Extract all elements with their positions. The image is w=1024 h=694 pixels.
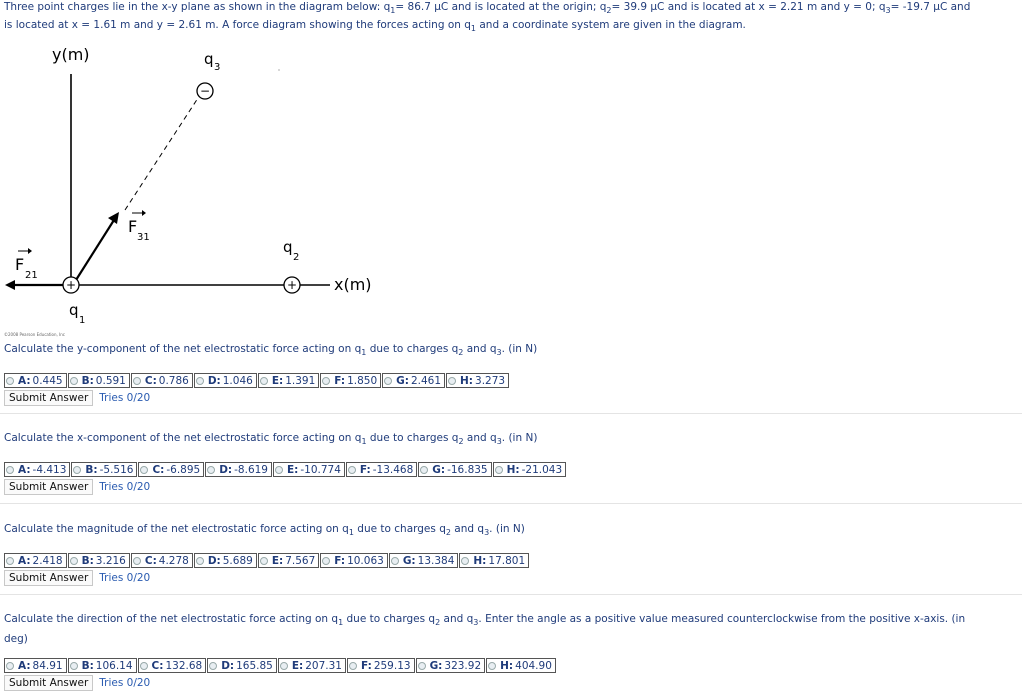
- choice-value: 404.90: [515, 659, 552, 672]
- submit-row: [4, 390, 1020, 406]
- question-text: [4, 611, 1020, 648]
- choice-letter: C:: [144, 374, 157, 387]
- radio-button[interactable]: [73, 466, 81, 474]
- answer-choice-a[interactable]: [4, 553, 67, 568]
- answer-choice-h[interactable]: [446, 373, 509, 388]
- choice-letter: E:: [271, 374, 284, 387]
- tries-counter: Tries 0/20: [99, 481, 151, 494]
- subscript: 2: [458, 437, 464, 447]
- answer-choice-f[interactable]: [347, 658, 415, 673]
- choice-letter: D:: [221, 659, 235, 672]
- radio-button[interactable]: [70, 557, 78, 565]
- subscript: 2: [606, 6, 612, 16]
- answer-choice-b[interactable]: [71, 462, 137, 477]
- submit-row: [4, 570, 1020, 586]
- f31-label: F: [128, 217, 138, 236]
- submit-answer-button[interactable]: Submit Answer: [4, 570, 93, 586]
- answer-choices: [4, 658, 1020, 673]
- question-text-part: due to charges q: [343, 613, 436, 625]
- answer-choice-b[interactable]: [68, 553, 130, 568]
- intro-text: = 86.7 µC and is located at the origin; q: [395, 1, 607, 13]
- q3-minus-sign: −: [199, 84, 211, 98]
- choice-letter: H:: [506, 463, 520, 476]
- choice-value: 1.391: [285, 374, 316, 387]
- radio-button[interactable]: [495, 466, 503, 474]
- choice-value: -16.835: [447, 463, 488, 476]
- choice-value: -21.043: [521, 463, 563, 476]
- answer-choice-h[interactable]: [493, 462, 567, 477]
- radio-button[interactable]: [70, 377, 78, 385]
- choice-value: 7.567: [285, 554, 316, 567]
- intro-text: and a coordinate system are given in the diagram.: [476, 19, 746, 32]
- answer-choice-e[interactable]: [278, 658, 346, 673]
- choice-value: -8.619: [234, 463, 268, 476]
- question-text-part: Calculate the x-component of the net electrostatic force acting on q: [4, 432, 362, 444]
- answer-choice-a[interactable]: [4, 462, 70, 477]
- choice-value: 259.13: [373, 659, 411, 672]
- radio-button[interactable]: [260, 377, 268, 385]
- radio-button[interactable]: [275, 466, 283, 474]
- choice-value: 10.063: [347, 554, 384, 567]
- question-text-part: and q: [463, 432, 497, 444]
- choice-value: 323.92: [444, 659, 482, 672]
- subscript: 3: [885, 6, 891, 16]
- subscript: 3: [496, 437, 502, 447]
- f21-arrowhead: [5, 280, 15, 290]
- answer-choice-d[interactable]: [205, 462, 272, 477]
- tries-counter: Tries 0/20: [99, 392, 151, 405]
- choice-value: 106.14: [95, 659, 133, 672]
- q1-label: q: [69, 301, 79, 319]
- answer-choice-b[interactable]: [68, 373, 130, 388]
- choice-letter: D:: [207, 374, 221, 387]
- choice-value: 0.786: [158, 374, 189, 387]
- radio-button[interactable]: [488, 662, 496, 670]
- choice-value: -5.516: [99, 463, 134, 476]
- f31-vector-mark-head: [142, 210, 146, 216]
- intro-text: is located at x = 1.61 m and y = 2.61 m. A force diagram showing the forces acting on q: [4, 19, 471, 32]
- choice-letter: E:: [287, 463, 299, 476]
- choice-value: 4.278: [158, 554, 189, 567]
- subscript: 1: [338, 618, 344, 628]
- answer-choice-f[interactable]: [320, 553, 388, 568]
- answer-choice-h[interactable]: [459, 553, 529, 568]
- answer-choice-e[interactable]: [258, 373, 319, 388]
- question-text-part: due to charges q: [353, 523, 446, 535]
- subscript: 2: [435, 618, 441, 628]
- answer-choice-c[interactable]: [138, 658, 207, 673]
- q2-label: q: [283, 238, 293, 256]
- question-text-part: Calculate the y-component of the net electrostatic force acting on q: [4, 343, 362, 355]
- submit-answer-button[interactable]: Submit Answer: [4, 390, 93, 406]
- choice-value: 2.461: [410, 374, 442, 387]
- answer-choice-c[interactable]: [131, 553, 193, 568]
- q1-plus-sign: +: [65, 278, 77, 292]
- subscript: 3: [473, 618, 479, 628]
- answer-choice-g[interactable]: [416, 658, 486, 673]
- choice-letter: F:: [334, 374, 346, 387]
- choice-letter: A:: [18, 463, 31, 476]
- radio-button[interactable]: [70, 662, 78, 670]
- choice-letter: F:: [359, 463, 371, 476]
- choice-value: 0.445: [32, 374, 63, 387]
- choice-letter: B:: [81, 659, 94, 672]
- subscript: 1: [348, 528, 354, 538]
- choice-letter: G:: [396, 374, 409, 387]
- choice-value: 207.31: [305, 659, 342, 672]
- f31-subscript: 31: [137, 232, 150, 243]
- subscript: 1: [361, 348, 367, 358]
- choice-letter: F:: [361, 659, 372, 672]
- radio-button[interactable]: [280, 662, 288, 670]
- radio-button[interactable]: [384, 377, 392, 385]
- answer-choice-d[interactable]: [194, 553, 257, 568]
- choice-letter: C:: [152, 463, 165, 476]
- radio-button[interactable]: [418, 662, 426, 670]
- choice-letter: C:: [144, 554, 157, 567]
- question-text-part: due to charges q: [366, 343, 459, 355]
- subscript: 1: [470, 24, 477, 34]
- choice-value: 165.85: [236, 659, 273, 672]
- choice-value: 5.689: [222, 554, 253, 567]
- answer-choice-d[interactable]: [207, 658, 277, 673]
- submit-row: [4, 675, 1020, 691]
- answer-choice-f[interactable]: [346, 462, 417, 477]
- choice-letter: A:: [18, 374, 31, 387]
- q3-label: q: [204, 50, 214, 68]
- answer-choice-e[interactable]: [273, 462, 345, 477]
- choice-value: 13.384: [417, 554, 455, 567]
- choice-letter: H:: [500, 659, 514, 672]
- choice-letter: G:: [402, 554, 416, 567]
- answer-choice-g[interactable]: [382, 373, 445, 388]
- dot-mark: [278, 69, 279, 70]
- subscript: 1: [361, 437, 367, 447]
- question-text-part: and q: [450, 523, 485, 535]
- radio-button[interactable]: [207, 466, 215, 474]
- radio-button[interactable]: [322, 557, 330, 565]
- radio-button[interactable]: [349, 662, 357, 670]
- problem-statement: [4, 0, 1020, 36]
- answer-choice-a[interactable]: [4, 658, 67, 673]
- choice-letter: A:: [18, 554, 31, 567]
- choice-value: 3.273: [475, 374, 506, 387]
- q2-plus-sign: +: [286, 278, 298, 292]
- choice-letter: B:: [85, 463, 98, 476]
- subscript: 3: [496, 348, 502, 358]
- submit-answer-button[interactable]: Submit Answer: [4, 479, 93, 495]
- answer-choices: [4, 462, 1020, 477]
- question-text-part: . Enter the angle as a positive value measured counterclockwise from the positive x-axis. (in: [478, 613, 966, 625]
- f21-subscript: 21: [25, 270, 38, 281]
- y-axis-label: y(m): [52, 45, 90, 64]
- answer-choice-f[interactable]: [320, 373, 381, 388]
- choice-letter: D:: [207, 554, 221, 567]
- answer-choices: [4, 373, 1020, 388]
- choice-value: -6.895: [166, 463, 201, 476]
- choice-value: 1.046: [222, 374, 253, 387]
- answer-choice-c[interactable]: [131, 373, 193, 388]
- question-x-component: [4, 430, 1020, 495]
- question-magnitude: [4, 521, 1020, 586]
- answer-choice-g[interactable]: [418, 462, 491, 477]
- subscript: 2: [458, 348, 464, 358]
- choice-value: 1.850: [347, 374, 378, 387]
- q2-subscript: 2: [293, 252, 300, 263]
- choice-letter: G:: [429, 659, 443, 672]
- question-text: [4, 430, 1020, 450]
- question-text: [4, 341, 1020, 361]
- choice-value: -4.413: [32, 463, 67, 476]
- choice-value: 17.801: [488, 554, 526, 567]
- q3-subscript: 3: [214, 62, 221, 73]
- choice-letter: C:: [151, 659, 164, 672]
- question-direction: [4, 611, 1020, 691]
- radio-button[interactable]: [391, 557, 399, 565]
- radio-button[interactable]: [6, 377, 14, 385]
- subscript: 1: [390, 6, 396, 16]
- tries-counter: Tries 0/20: [99, 572, 151, 585]
- f21-vector-mark-head: [28, 248, 32, 254]
- question-text-part: deg): [4, 633, 28, 646]
- question-text-part: . (in N): [489, 523, 525, 535]
- submit-answer-button[interactable]: Submit Answer: [4, 675, 93, 691]
- choice-value: -13.468: [372, 463, 414, 476]
- question-text-part: Calculate the magnitude of the net electrostatic force acting on q: [4, 523, 349, 535]
- intro-text: Three point charges lie in the x-y plane as shown in the diagram below: q: [4, 1, 391, 13]
- question-text-part: and q: [440, 613, 474, 625]
- question-text-part: . (in N): [501, 343, 538, 355]
- f31-arrow: [76, 220, 114, 280]
- x-axis-label: x(m): [334, 275, 372, 294]
- intro-text: = -19.7 µC and: [890, 1, 971, 13]
- radio-button[interactable]: [133, 377, 141, 385]
- radio-button[interactable]: [140, 662, 148, 670]
- radio-button[interactable]: [6, 662, 14, 670]
- q1-q3-dashed-line: [125, 98, 198, 210]
- radio-button[interactable]: [322, 377, 330, 385]
- divider: [0, 594, 1022, 595]
- subscript: 3: [484, 528, 490, 538]
- radio-button[interactable]: [260, 557, 268, 565]
- choice-value: 0.591: [95, 374, 126, 387]
- answer-choice-c[interactable]: [138, 462, 204, 477]
- q1-subscript: 1: [79, 315, 86, 326]
- choice-letter: B:: [81, 554, 94, 567]
- question-text-part: . (in N): [501, 432, 538, 444]
- question-text-part: due to charges q: [366, 432, 459, 444]
- answer-choice-d[interactable]: [194, 373, 257, 388]
- choice-value: 2.418: [32, 554, 63, 567]
- choice-letter: A:: [18, 659, 31, 672]
- answer-choice-a[interactable]: [4, 373, 67, 388]
- radio-button[interactable]: [348, 466, 356, 474]
- question-y-component: [4, 341, 1020, 406]
- radio-button[interactable]: [6, 557, 14, 565]
- answer-choices: [4, 553, 1020, 568]
- choice-value: 84.91: [32, 659, 63, 672]
- choice-letter: E:: [291, 659, 304, 672]
- question-text-part: and q: [463, 343, 497, 355]
- answer-choice-e[interactable]: [258, 553, 319, 568]
- radio-button[interactable]: [196, 377, 204, 385]
- choice-value: 3.216: [95, 554, 126, 567]
- choice-letter: G:: [432, 463, 446, 476]
- radio-button[interactable]: [140, 466, 148, 474]
- divider: [0, 503, 1022, 504]
- radio-button[interactable]: [448, 377, 456, 385]
- question-text: [4, 521, 1020, 541]
- choice-letter: H:: [473, 554, 487, 567]
- choice-value: -10.774: [300, 463, 341, 476]
- subscript: 2: [445, 528, 451, 538]
- answer-choice-b[interactable]: [68, 658, 137, 673]
- choice-value: 132.68: [165, 659, 203, 672]
- question-text-part: Calculate the direction of the net electrostatic force acting on q: [4, 613, 339, 625]
- radio-button[interactable]: [196, 557, 204, 565]
- answer-choice-g[interactable]: [389, 553, 459, 568]
- radio-button[interactable]: [209, 662, 217, 670]
- radio-button[interactable]: [461, 557, 469, 565]
- force-diagram: [0, 38, 400, 338]
- f21-label: F: [15, 255, 25, 274]
- radio-button[interactable]: [133, 557, 141, 565]
- choice-letter: B:: [81, 374, 94, 387]
- answer-choice-h[interactable]: [486, 658, 556, 673]
- choice-letter: F:: [334, 554, 346, 567]
- radio-button[interactable]: [6, 466, 14, 474]
- copyright-text: ©2008 Pearson Education, Inc: [4, 332, 65, 337]
- radio-button[interactable]: [420, 466, 428, 474]
- choice-letter: E:: [271, 554, 284, 567]
- submit-row: [4, 479, 1020, 495]
- choice-letter: H:: [460, 374, 474, 387]
- divider: [0, 413, 1022, 414]
- intro-text: = 39.9 µC and is located at x = 2.21 m and y = 0; q: [611, 1, 886, 13]
- choice-letter: D:: [219, 463, 233, 476]
- tries-counter: Tries 0/20: [99, 677, 151, 690]
